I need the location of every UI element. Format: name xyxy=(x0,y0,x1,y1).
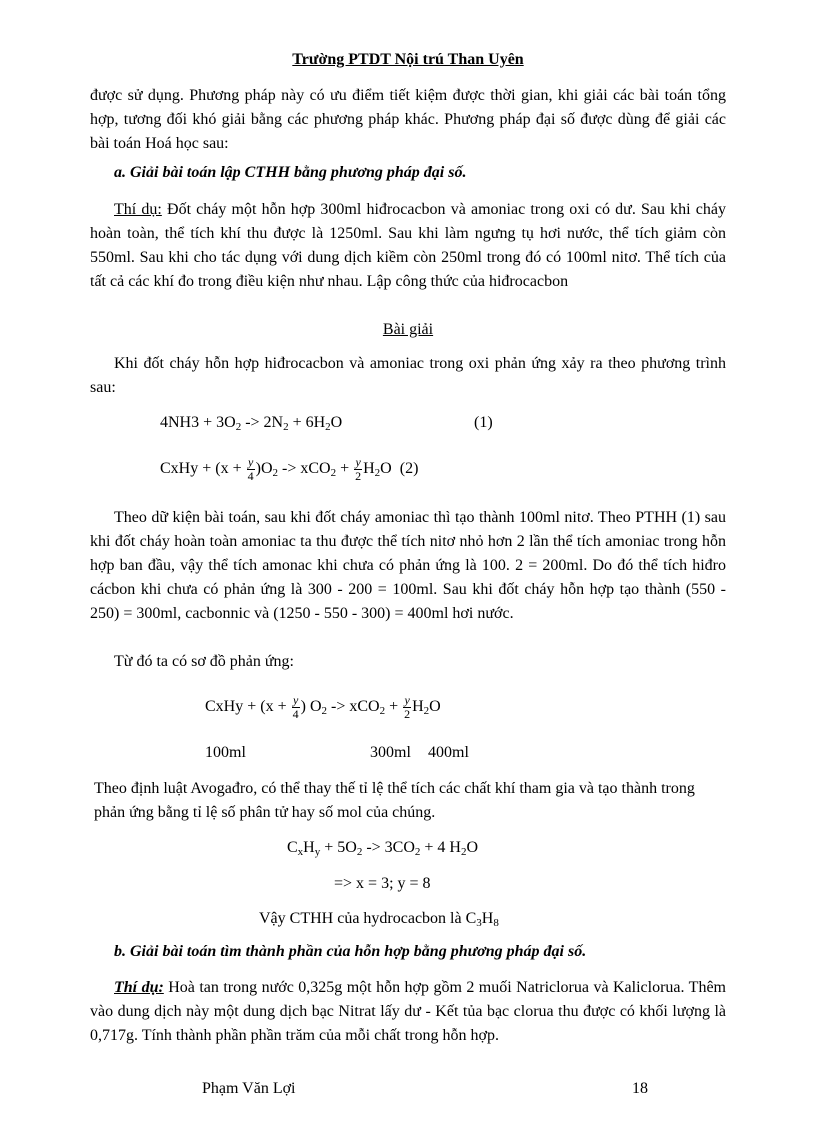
eq2-part: CxHy + (x + xyxy=(160,460,246,478)
eq3-part: CxHy + (x + xyxy=(205,698,291,716)
eq4-sub: y xyxy=(314,846,321,858)
section-b-heading: b. Giải bài toán tìm thành phần của hỗn hợp bằng phương pháp đại số. xyxy=(114,943,587,960)
eq1-part: 4NH3 + 3O xyxy=(160,414,236,431)
eq4-part: C xyxy=(287,839,298,856)
eq1-part: -> 2N xyxy=(241,414,284,431)
result-line: => x = 3; y = 8 xyxy=(334,875,431,892)
eq2-part: + xyxy=(336,460,354,478)
conclusion-text: Vậy CTHH của hydrocacbon là C xyxy=(259,910,477,927)
eq2-sub: 2 xyxy=(330,467,337,480)
eq4-part: -> 3CO xyxy=(362,839,415,856)
eq1-sub: 2 xyxy=(235,421,242,433)
eq4-sub: 2 xyxy=(356,846,363,858)
solution-paragraph-2: Theo dữ kiện bài toán, sau khi đốt cháy amoniac thì tạo thành 100ml nitơ. Theo PTHH (1) sau khi đốt cháy hoàn toàn amoniac ta thu được thể tích nitơ nhỏ hơn 2 lần thể tích amoniac trong hỗn hợp ban đầu, vậy thể tích amonac khi chưa có phản ứng là 100. 2 = 200ml. Do đó thể tích hiđro cácbon khi chưa có phản ứng là 300 - 200 = 100ml. Sau khi đốt cháy hỗn hợp tạo thành (550 - 250) = 300ml, cacbonnic và (1250 - 550 - 300) = 400ml hơi nước. xyxy=(90,509,726,622)
page-header: Trường PTDT Nội trú Than Uyên xyxy=(292,51,524,68)
eq1-part: + 6H xyxy=(288,414,326,431)
eq3-part: -> xCO xyxy=(327,698,380,716)
equation-1 xyxy=(160,411,342,435)
volume-h2o: 400ml xyxy=(428,744,469,761)
frac-num: y xyxy=(355,455,361,469)
equation-4 xyxy=(287,836,478,860)
eq3-part: H xyxy=(412,698,424,716)
frac-num: y xyxy=(247,455,254,469)
intro-paragraph: được sử dụng. Phương pháp này có ưu điểm tiết kiệm được thời gian, khi giải các bài toán tổng hợp, tương đối khó giải bằng các phương pháp khác. Phương pháp đại số được dùng để giải các bài toán Hoá học sau: xyxy=(90,87,726,152)
page-number: 18 xyxy=(632,1080,648,1097)
conclusion-line xyxy=(259,907,499,931)
volume-co2: 300ml xyxy=(370,744,411,761)
eq4-sub: 2 xyxy=(414,846,421,858)
avogadro-paragraph: Theo định luật Avogađro, có thể thay thế tỉ lệ thể tích các chất khí tham gia và tạo thành trong phản ứng bằng tỉ lệ số phân tử hay số mol của chúng. xyxy=(94,780,695,821)
frac-den: 4 xyxy=(292,707,299,721)
conclusion-sub: 8 xyxy=(493,917,499,929)
eq1-sub: 2 xyxy=(325,421,331,433)
fraction-y-over-4 xyxy=(247,456,255,483)
eq3-sub: 2 xyxy=(423,705,430,718)
conclusion-sub: 3 xyxy=(476,917,482,929)
section-a-example xyxy=(90,198,726,294)
equation-1-label: (1) xyxy=(474,414,493,431)
eq3-sub: 2 xyxy=(379,705,386,718)
conclusion-part: H xyxy=(481,910,494,927)
eq2-part: -> xCO xyxy=(278,460,331,478)
eq4-part: + 5O xyxy=(320,839,357,856)
eq4-part: O xyxy=(466,839,479,856)
example-text: Hoà tan trong nước 0,325g một hỗn hợp gồm 2 muối Natriclorua và Kaliclorua. Thêm vào dung dịch này một dung dịch bạc Nitrat lấy dư - Kết tủa bạc clorua thu được có khối lượng là 0,717g. Tính thành phần phần trăm của mỗi chất trong hỗn hợp. xyxy=(90,979,726,1044)
eq4-sub: x xyxy=(297,846,304,858)
equation-2 xyxy=(160,456,418,483)
frac-num: y xyxy=(292,693,299,707)
eq3-part: + xyxy=(385,698,403,716)
section-a-heading: a. Giải bài toán lập CTHH bằng phương pháp đại số. xyxy=(114,164,467,181)
eq2-sub: 2 xyxy=(374,467,381,480)
eq2-part: O xyxy=(380,460,392,478)
example-label: Thí dụ: xyxy=(114,201,162,218)
eq2-part: H xyxy=(363,460,375,478)
frac-den: 4 xyxy=(247,469,254,483)
scheme-intro: Từ đó ta có sơ đồ phản ứng: xyxy=(114,653,294,670)
eq2-part: )O xyxy=(255,460,273,478)
frac-den: 2 xyxy=(404,707,411,721)
fraction-y-over-2 xyxy=(403,694,411,721)
frac-num: y xyxy=(404,693,410,707)
eq3-part: ) O xyxy=(300,698,322,716)
fraction-y-over-2 xyxy=(354,456,362,483)
eq4-part: + 4 H xyxy=(420,839,461,856)
solution-paragraph-1: Khi đốt cháy hỗn hợp hiđrocacbon và amoniac trong oxi phản ứng xảy ra theo phương trình sau: xyxy=(90,355,726,396)
example-label: Thí dụ: xyxy=(114,979,164,996)
eq3-sub: 2 xyxy=(321,705,327,718)
section-b-example xyxy=(90,976,726,1048)
equation-2-label: (2) xyxy=(399,460,419,478)
eq1-sub: 2 xyxy=(283,421,289,433)
volume-hydrocarbon: 100ml xyxy=(205,744,246,761)
equation-3 xyxy=(205,694,441,721)
footer-author: Phạm Văn Lợi xyxy=(202,1080,296,1097)
solution-title: Bài giải xyxy=(382,321,434,338)
fraction-y-over-4 xyxy=(292,694,300,721)
frac-den: 2 xyxy=(355,469,362,483)
eq2-sub: 2 xyxy=(272,467,278,480)
eq4-part: H xyxy=(303,839,315,856)
eq1-part: O xyxy=(330,414,343,431)
example-text: Đốt cháy một hỗn hợp 300ml hiđrocacbon và amoniac trong oxi có dư. Sau khi cháy hoàn toàn, thể tích khí thu được là 1250ml. Sau khi làm ngưng tụ hơi nước, thể tích giảm còn 550ml. Sau khi cho tác dụng với dung dịch kiềm còn 250ml trong đó có 100ml nitơ. Thể tích của tất cả các khí đo trong điều kiện như nhau. Lập công thức của hiđrocacbon xyxy=(90,201,726,290)
eq4-sub: 2 xyxy=(460,846,467,858)
eq3-part: O xyxy=(429,698,441,716)
